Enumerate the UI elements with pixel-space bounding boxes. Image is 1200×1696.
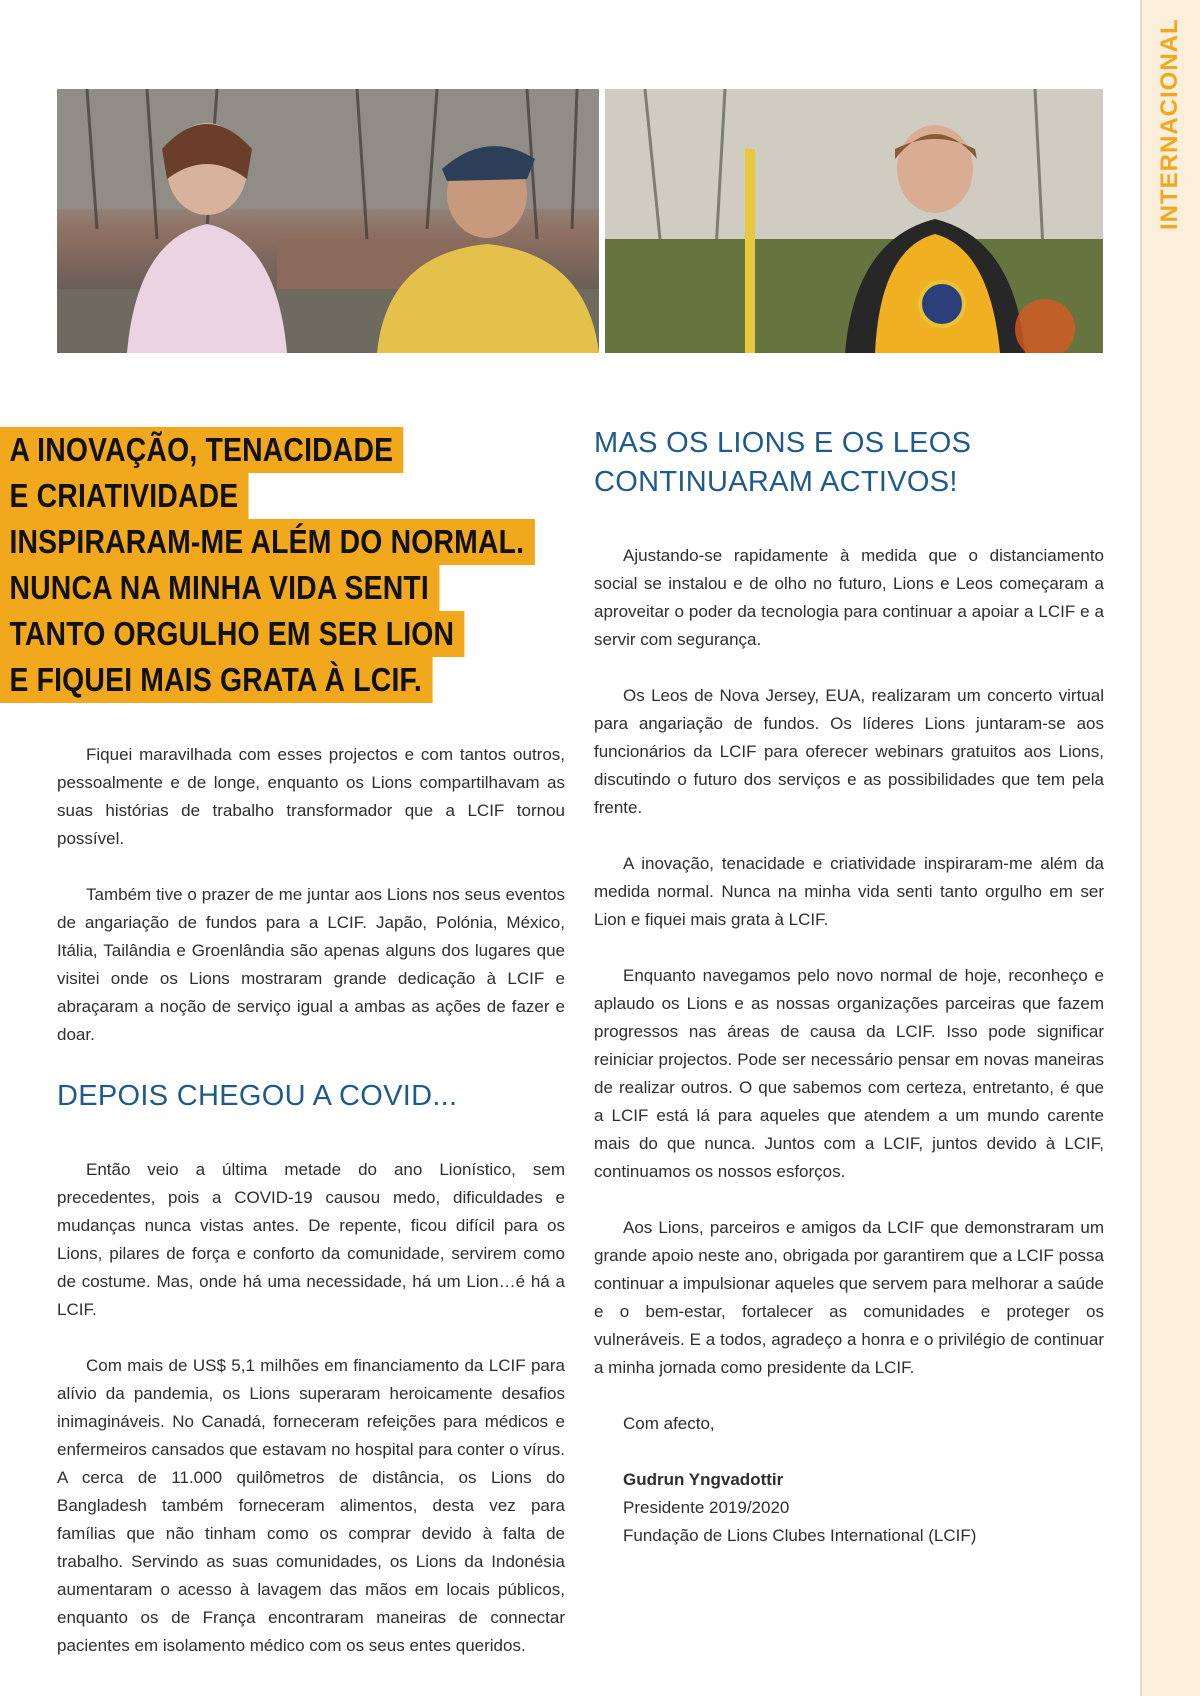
- left-column: [57, 741, 565, 1688]
- pull-quote-line: INSPIRARAM-ME ALÉM DO NORMAL.: [0, 519, 535, 565]
- pull-quote: [0, 427, 622, 703]
- section-label: INTERNACIONAL: [1156, 18, 1183, 230]
- paragraph: Também tive o prazer de me juntar aos Lions nos seus eventos de angariação de fundos para a LCIF. Japão, Polónia, México, Itália, Tailândia e Groenlândia são apenas alguns dos lugares que visitei onde os Lions mostraram grande dedicação à LCIF e abraçaram a noção de serviço igual a ambas as ações de fazer e doar.: [57, 885, 565, 1044]
- paragraph: Então veio a última metade do ano Lionístico, sem precedentes, pois a COVID-19 causou medo, dificuldades e mudanças nunca vistas antes. De repente, ficou difícil para os Lions, pilares de força e conforto da comunidade, servirem como de costume. Mas, onde há uma necessidade, há um Lion…é há a LCIF.: [57, 1160, 565, 1319]
- paragraph: Fiquei maravilhada com esses projectos e com tantos outros, pessoalmente e de longe, enquanto os Lions compartilhavam as suas histórias de trabalho transformador que a LCIF tornou possível.: [57, 745, 565, 848]
- photo-lion-woman-vest: [605, 89, 1103, 353]
- section-heading-covid: DEPOIS CHEGOU A COVID...: [57, 1080, 458, 1112]
- photo-woman-and-firefighter: [57, 89, 599, 353]
- pull-quote-line: NUNCA NA MINHA VIDA SENTI: [0, 565, 439, 611]
- section-heading-lions-leos: MAS OS LIONS E OS LEOS CONTINUARAM ACTIVOS!: [594, 427, 972, 498]
- pull-quote-line: A INOVAÇÃO, TENACIDADE: [0, 427, 404, 473]
- signature-block: [594, 1466, 1104, 1550]
- signer-organization: Fundação de Lions Clubes International (LCIF): [623, 1526, 977, 1545]
- paragraph: Aos Lions, parceiros e amigos da LCIF que demonstraram um grande apoio neste ano, obrigada por garantirem que a LCIF possa continuar a impulsionar aqueles que servem para melhorar a saúde e o bem-estar, fortalecer as comunidades e proteger os vulneráveis. E a todos, agradeço a honra e o privilégio de continuar a minha jornada como presidente da LCIF.: [594, 1218, 1104, 1377]
- paragraph: Enquanto navegamos pelo novo normal de hoje, reconheço e aplaudo os Lions e as nossas organizações parceiras que fazem progressos nas áreas de causa da LCIF. Isso pode significar reiniciar projectos. Pode ser necessário pensar em novas maneiras de realizar outros. O que sabemos com certeza, entretanto, é que a LCIF está lá para aqueles que atendem a um mundo carente mais do que nunca. Juntos com a LCIF, juntos devido à LCIF, continuamos os nossos esforços.: [594, 966, 1104, 1181]
- right-column: [594, 424, 1104, 1550]
- paragraph: Ajustando-se rapidamente à medida que o distanciamento social se instalou e de olho no futuro, Lions e Leos começaram a aproveitar o poder da tecnologia para continuar a apoiar a LCIF e a servir com segurança.: [594, 546, 1104, 649]
- pull-quote-line: TANTO ORGULHO EM SER LION: [0, 611, 465, 657]
- side-band: [1140, 0, 1200, 1696]
- paragraph: Com mais de US$ 5,1 milhões em financiamento da LCIF para alívio da pandemia, os Lions superaram heroicamente desafios inimagináveis. No Canadá, forneceram refeições para médicos e enfermeiros cansados que estavam no hospital para conter o vírus. A cerca de 11.000 quilômetros de distância, os Lions do Bangladesh também forneceram alimentos, desta vez para famílias que não tinham como os comprar devido à falta de trabalho. Servindo as suas comunidades, os Lions da Indonésia aumentaram o acesso à lavagem das mãos em locais públicos, enquanto os de França encontraram maneiras de connectar pacientes em isolamento médico com os seus entes queridos.: [57, 1356, 565, 1655]
- paragraph: A inovação, tenacidade e criatividade inspiraram-me além da medida normal. Nunca na minha vida senti tanto orgulho em ser Lion e fiquei mais grata à LCIF.: [594, 854, 1104, 929]
- pull-quote-line: E FIQUEI MAIS GRATA À LCIF.: [0, 657, 432, 703]
- signer-name: Gudrun Yngvadottir: [623, 1470, 784, 1489]
- pull-quote-line: E CRIATIVIDADE: [0, 473, 249, 519]
- signer-role: Presidente 2019/2020: [623, 1498, 790, 1517]
- paragraph: Os Leos de Nova Jersey, EUA, realizaram um concerto virtual para angariação de fundos. Os líderes Lions juntaram-se aos funcionários da LCIF para oferecer webinars gratuitos aos Lions, discutindo o futuro dos serviços e as possibilidades que tem pela frente.: [594, 686, 1104, 817]
- closing-salutation: Com afecto,: [623, 1414, 715, 1433]
